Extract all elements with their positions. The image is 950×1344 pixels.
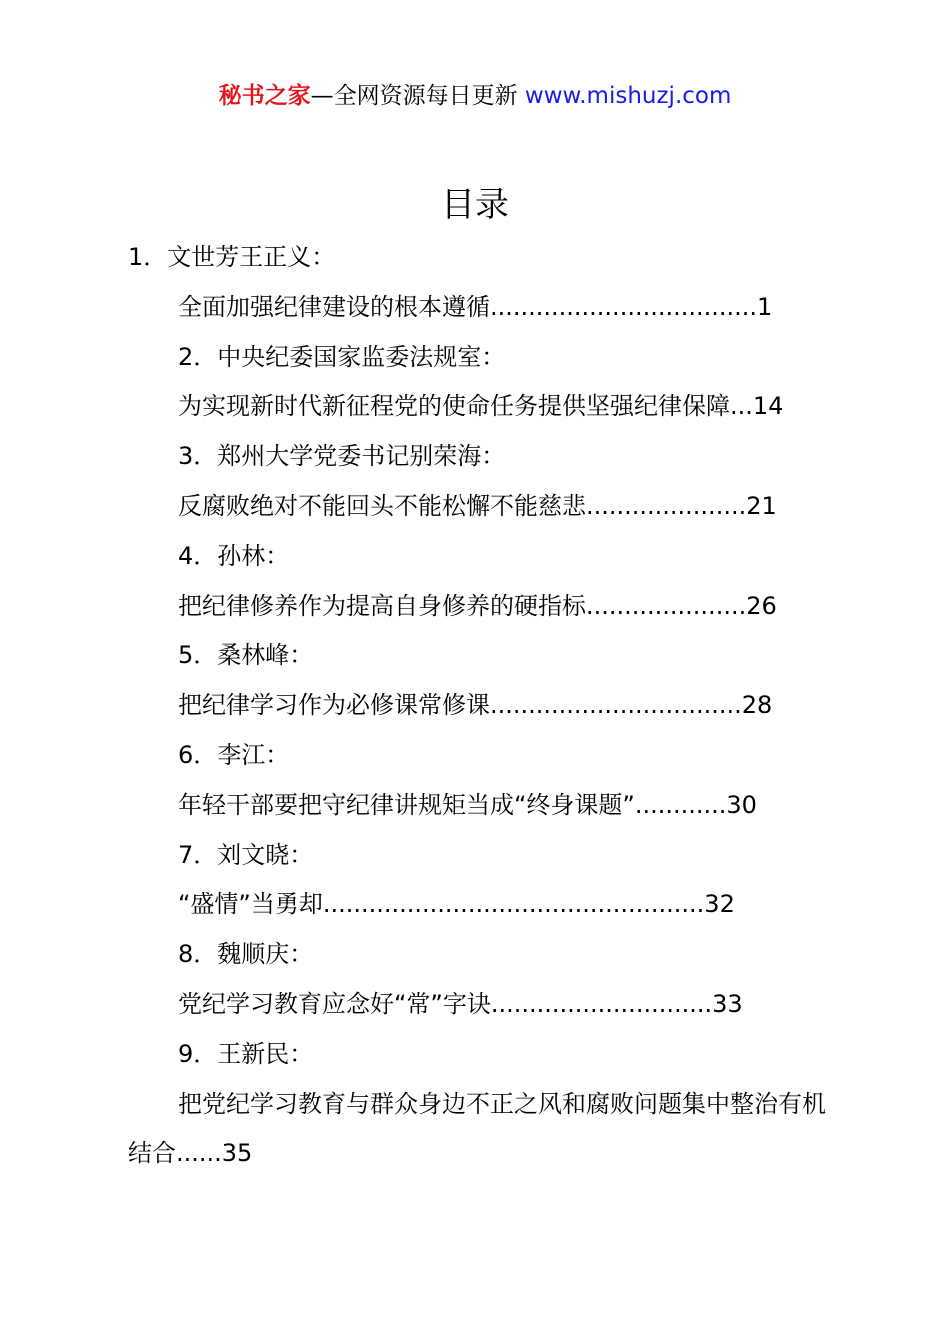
site-url-link[interactable]: www.mishuzj.com [524,83,732,109]
toc-entry-7[interactable]: “盛情”当勇却..................................................32 [178,890,735,919]
toc-author-5: 5．桑林峰： [178,641,314,670]
page-title: 目录 [441,185,509,225]
toc-entry-9[interactable]: 把党纪学习教育与群众身边不正之风和腐败问题集中整治有机结合......35 [128,1089,826,1168]
toc-author-4: 4．孙林： [178,541,290,570]
site-header [0,80,950,112]
toc-entry-2[interactable]: 为实现新时代新征程党的使命任务提供坚强纪律保障...14 [178,392,784,421]
toc-author-1: 1．文世芳王正义： [128,243,336,271]
toc-entry-6[interactable]: 年轻干部要把守纪律讲规矩当成“终身课题”............30 [178,790,757,819]
toc-entry-8[interactable]: 党纪学习教育应念好“常”字诀.............................33 [178,989,743,1018]
table-of-contents [128,233,838,1179]
toc-author-2: 2．中央纪委国家监委法规室： [178,342,506,371]
toc-author-9: 9．王新民： [178,1039,314,1068]
brand-name: 秘书之家 [218,83,311,109]
toc-author-7: 7．刘文晓： [178,840,314,869]
toc-author-8: 8．魏顺庆： [178,940,314,969]
toc-entry-1[interactable]: 全面加强纪律建设的根本遵循...................................1 [178,292,773,321]
header-tagline: —全网资源每日更新 [310,83,518,109]
toc-entry-5[interactable]: 把纪律学习作为必修课常修课.................................28 [178,691,773,720]
toc-author-6: 6．李江： [178,740,290,769]
toc-entry-3[interactable]: 反腐败绝对不能回头不能松懈不能慈悲.....................21 [178,491,777,520]
toc-author-3: 3．郑州大学党委书记别荣海： [178,442,506,471]
toc-entry-4[interactable]: 把纪律修养作为提高自身修养的硬指标.....................26 [178,591,777,620]
